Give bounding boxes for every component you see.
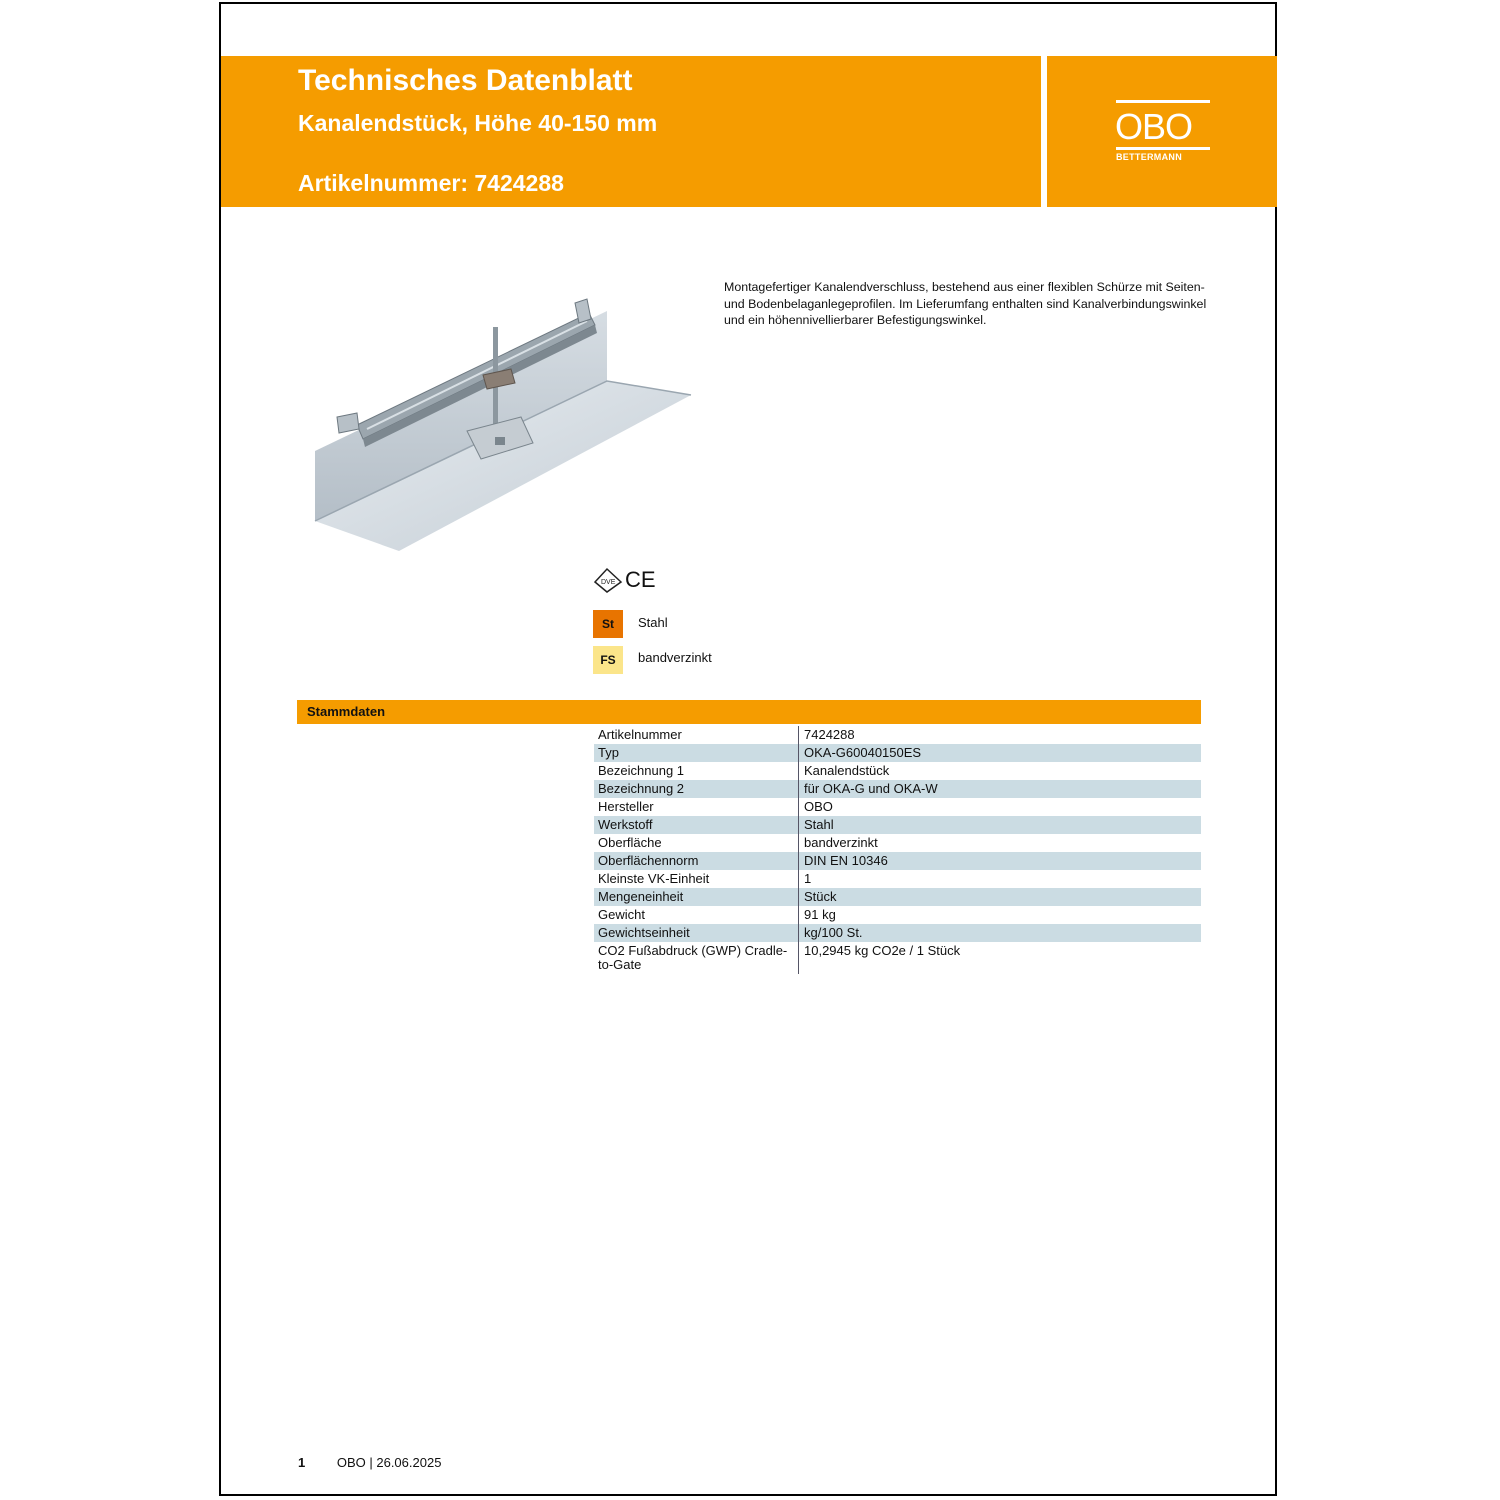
stammdaten-table: [594, 726, 1201, 974]
page-subtitle: Kanalendstück, Höhe 40-150 mm: [298, 110, 658, 136]
table-value: für OKA-G und OKA-W: [804, 781, 938, 796]
table-value: Stahl: [804, 817, 834, 832]
table-row: [594, 762, 1201, 780]
table-value: Stück: [804, 889, 837, 904]
material-label-fs: bandverzinkt: [638, 650, 712, 665]
table-value: 7424288: [804, 727, 855, 742]
logo-subtext: BETTERMANN: [1116, 152, 1182, 162]
ce-icon: [625, 567, 656, 592]
page-footer: [298, 1455, 441, 1470]
article-number-heading: Artikelnummer: 7424288: [298, 170, 564, 196]
table-key: Artikelnummer: [594, 726, 799, 744]
table-key: Bezeichnung 1: [594, 762, 799, 780]
table-key: Gewicht: [594, 906, 799, 924]
table-row: [594, 726, 1201, 744]
table-row: [594, 744, 1201, 762]
table-key: Bezeichnung 2: [594, 780, 799, 798]
table-value: Kanalendstück: [804, 763, 890, 778]
table-row: [594, 888, 1201, 906]
vde-icon: [595, 569, 621, 592]
table-key: Mengeneinheit: [594, 888, 799, 906]
table-key: CO2 Fußabdruck (GWP) Cradle-to-Gate: [594, 942, 799, 974]
table-row: [594, 780, 1201, 798]
table-value: DIN EN 10346: [804, 853, 888, 868]
datasheet-page: [219, 2, 1277, 1496]
table-value: bandverzinkt: [804, 835, 878, 850]
table-value: OBO: [804, 799, 833, 814]
table-key: Gewichtseinheit: [594, 924, 799, 942]
table-key: Hersteller: [594, 798, 799, 816]
obo-logo: [1115, 100, 1215, 166]
table-key: Oberflächennorm: [594, 852, 799, 870]
product-description: Montagefertiger Kanalendverschluss, bestehend aus einer flexiblen Schürze mit Seiten- und Bodenbelaganlegeprofilen. Im Lieferumfang enthalten sind Kanalverbindungswinkel und ein höhennivellierbarer Befestigungswinkel.: [724, 280, 1207, 327]
table-row: [594, 852, 1201, 870]
logo-panel: [1047, 56, 1277, 207]
material-badge-st: St: [593, 610, 623, 638]
table-row: [594, 834, 1201, 852]
table-value: 91 kg: [804, 907, 836, 922]
table-value: 10,2945 kg CO2e / 1 Stück: [804, 943, 961, 958]
section-title: Stammdaten: [307, 704, 386, 719]
table-row: [594, 942, 1201, 974]
table-value: 1: [804, 871, 812, 886]
page-number: 1: [298, 1455, 306, 1470]
table-row: [594, 816, 1201, 834]
table-key: Werkstoff: [594, 816, 799, 834]
logo-text: OBO: [1115, 106, 1193, 147]
section-header-stammdaten: [297, 700, 1201, 724]
header-banner: [221, 56, 1041, 207]
table-key: Oberfläche: [594, 834, 799, 852]
footer-text: OBO | 26.06.2025: [336, 1455, 442, 1470]
page-title: Technisches Datenblatt: [298, 64, 633, 97]
table-row: [594, 906, 1201, 924]
certification-marks: [593, 564, 663, 594]
product-image: [307, 289, 703, 557]
table-row: [594, 870, 1201, 888]
table-row: [594, 798, 1201, 816]
table-value: OKA-G60040150ES: [804, 745, 922, 760]
svg-text:CE: CE: [625, 567, 656, 592]
material-badge-fs: FS: [593, 646, 623, 674]
table-row: [594, 924, 1201, 942]
table-value: kg/100 St.: [804, 925, 863, 940]
svg-text:DVE: DVE: [601, 579, 616, 586]
table-key: Typ: [594, 744, 799, 762]
table-key: Kleinste VK-Einheit: [594, 870, 799, 888]
material-label-st: Stahl: [638, 615, 668, 630]
